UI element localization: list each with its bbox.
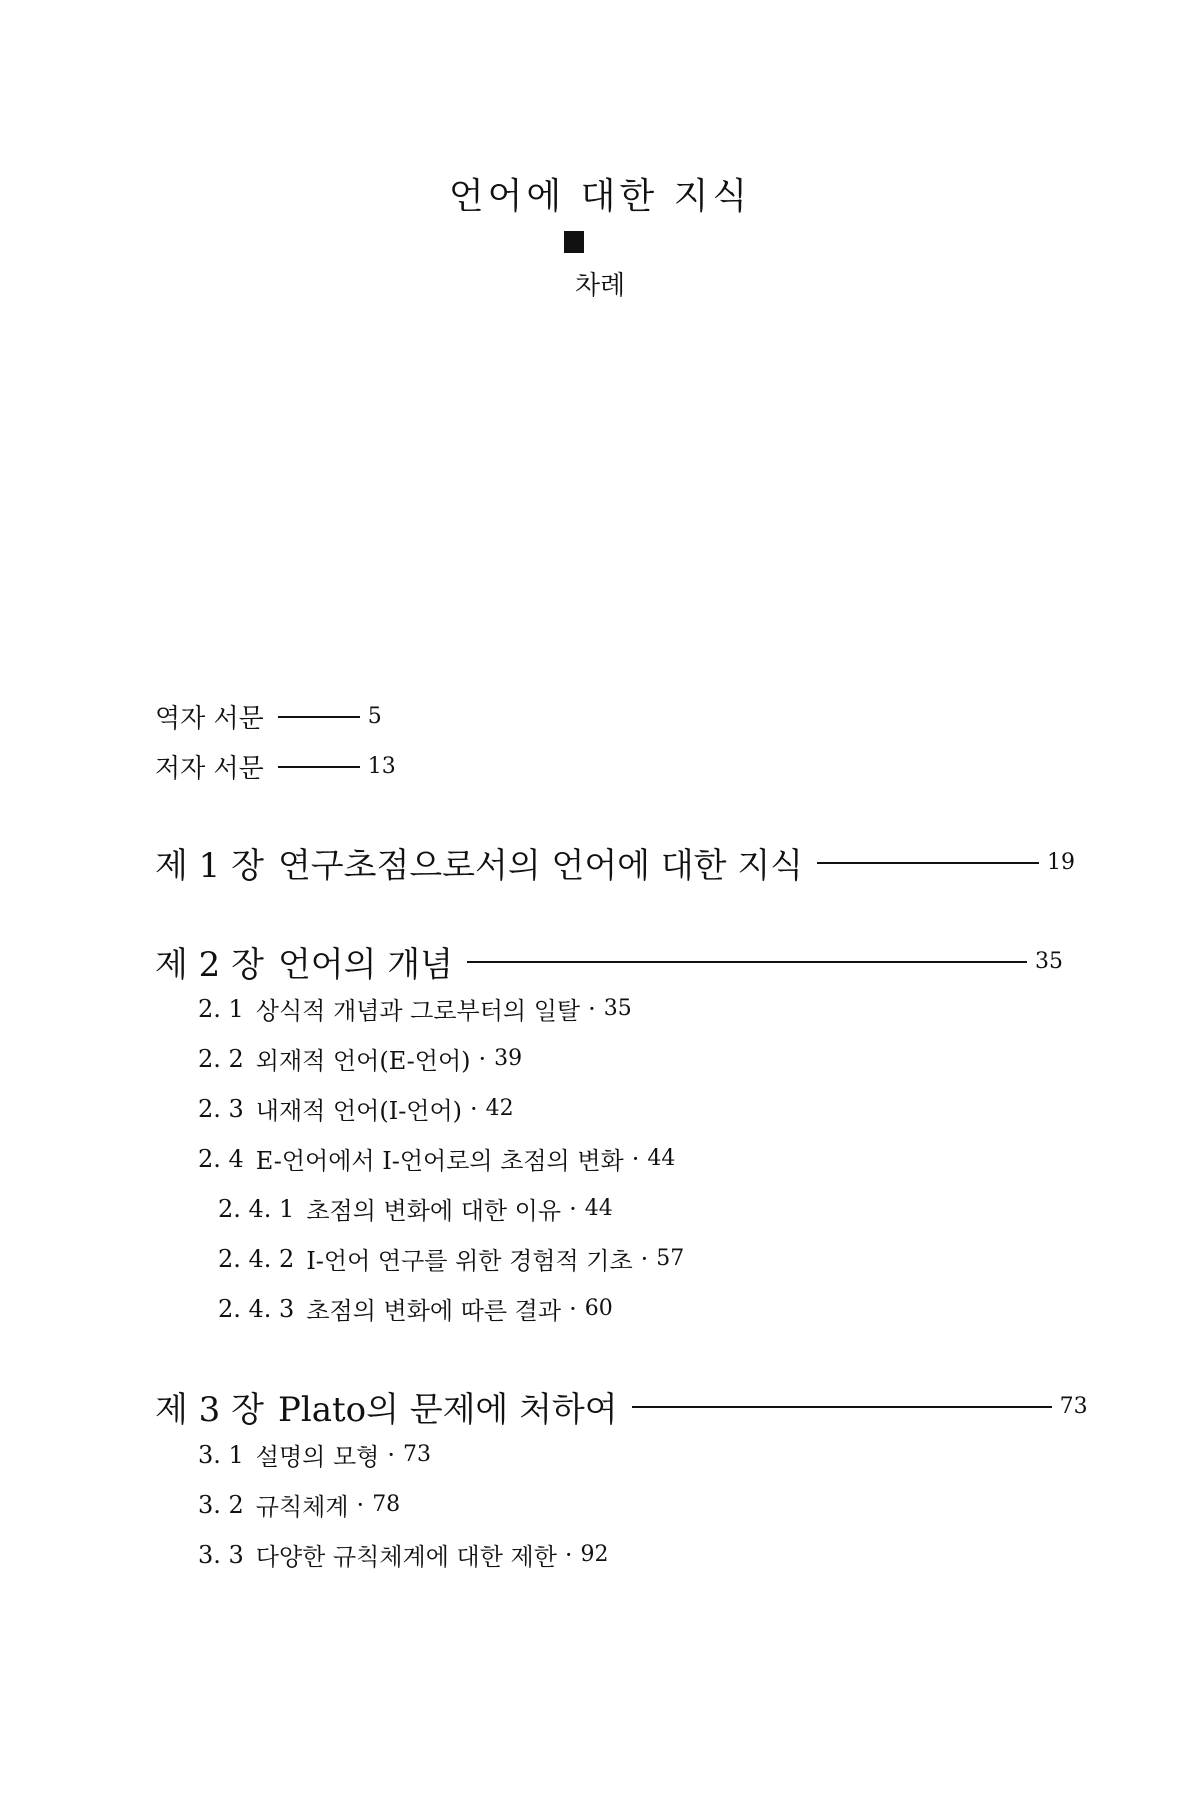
toc-chapter-1[interactable] xyxy=(155,838,1075,887)
chapter-title: Plato의 문제에 처하여 xyxy=(277,1390,618,1430)
separator-dot: · xyxy=(564,1540,573,1569)
chapter-page: 35 xyxy=(1034,949,1063,974)
section-number: 2. 4 xyxy=(198,1144,244,1173)
section-page: 92 xyxy=(580,1542,609,1567)
section-number: 2. 3 xyxy=(198,1094,244,1123)
section-number: 2. 2 xyxy=(198,1044,244,1073)
toc-section-3-3[interactable] xyxy=(198,1537,609,1572)
section-number: 2. 4. 1 xyxy=(218,1194,295,1223)
section-number: 2. 1 xyxy=(198,994,244,1023)
toc-section-2-3[interactable] xyxy=(198,1091,514,1126)
section-title: 초점의 변화에 따른 결과 xyxy=(306,1297,562,1325)
section-title: I-언어 연구를 위한 경험적 기초 xyxy=(306,1247,633,1275)
section-title: E-언어에서 I-언어로의 초점의 변화 xyxy=(255,1147,624,1175)
contents-heading: 차례 xyxy=(574,271,626,301)
leader-line xyxy=(817,862,1039,864)
chapter-title: 언어의 개념 xyxy=(277,945,453,985)
toc-entry-title: 역자 서문 xyxy=(155,704,264,734)
section-number: 2. 4. 2 xyxy=(218,1244,295,1273)
toc-section-2-1[interactable] xyxy=(198,991,632,1026)
chapter-label: 제 2 장 xyxy=(155,945,264,985)
section-title: 설명의 모형 xyxy=(255,1443,380,1471)
chapter-page: 19 xyxy=(1047,850,1076,875)
book-title: 언어에 대한 지식 xyxy=(448,176,752,217)
separator-dot: · xyxy=(569,1294,577,1323)
separator-dot: · xyxy=(640,1244,649,1273)
section-title: 다양한 규칙체계에 대한 제한 xyxy=(255,1543,557,1571)
leader-line xyxy=(632,1406,1052,1408)
section-number: 3. 2 xyxy=(198,1490,244,1519)
section-page: 35 xyxy=(603,996,632,1021)
toc-entry-page: 13 xyxy=(367,754,396,779)
toc-chapter-3[interactable] xyxy=(155,1382,1088,1431)
section-title: 상식적 개념과 그로부터의 일탈 xyxy=(255,997,581,1025)
separator-dot: · xyxy=(356,1490,365,1519)
toc-section-2-4-3[interactable] xyxy=(218,1291,613,1326)
chapter-label: 제 1 장 xyxy=(155,846,264,886)
section-title: 규칙체계 xyxy=(255,1493,349,1521)
separator-dot: · xyxy=(478,1044,487,1073)
toc-section-3-1[interactable] xyxy=(198,1437,431,1472)
separator-dot: · xyxy=(588,994,596,1023)
separator-dot: · xyxy=(387,1440,395,1469)
section-page: 44 xyxy=(584,1196,613,1221)
section-page: 42 xyxy=(485,1096,514,1121)
section-page: 60 xyxy=(584,1296,613,1321)
section-number: 3. 3 xyxy=(198,1540,244,1569)
section-title: 외재적 언어(E-언어) xyxy=(255,1047,471,1075)
chapter-title: 연구초점으로서의 언어에 대한 지식 xyxy=(277,846,804,886)
toc-chapter-2[interactable] xyxy=(155,937,1063,986)
chapter-label: 제 3 장 xyxy=(155,1390,264,1430)
leader-line xyxy=(278,766,360,768)
section-title: 내재적 언어(I-언어) xyxy=(255,1097,463,1125)
section-page: 78 xyxy=(372,1492,401,1517)
toc-section-2-2[interactable] xyxy=(198,1041,522,1076)
section-number: 3. 1 xyxy=(198,1440,244,1469)
toc-entry-author-preface[interactable] xyxy=(155,748,396,785)
section-page: 39 xyxy=(494,1046,523,1071)
toc-section-2-4[interactable] xyxy=(198,1141,675,1176)
section-page: 44 xyxy=(647,1146,676,1171)
section-page: 73 xyxy=(403,1442,431,1467)
toc-section-2-4-1[interactable] xyxy=(218,1191,613,1226)
leader-line xyxy=(467,961,1027,963)
separator-dot: · xyxy=(470,1094,478,1123)
section-page: 57 xyxy=(656,1246,685,1271)
leader-line xyxy=(278,716,360,718)
chapter-page: 73 xyxy=(1059,1394,1088,1419)
toc-entry-translator-preface[interactable] xyxy=(155,698,382,735)
toc-entry-title: 저자 서문 xyxy=(155,754,264,784)
square-ornament-icon xyxy=(564,231,584,253)
section-number: 2. 4. 3 xyxy=(218,1294,295,1323)
separator-dot: · xyxy=(569,1194,577,1223)
toc-entry-page: 5 xyxy=(367,704,382,729)
toc-section-3-2[interactable] xyxy=(198,1487,400,1522)
separator-dot: · xyxy=(631,1144,640,1173)
section-title: 초점의 변화에 대한 이유 xyxy=(306,1197,562,1225)
toc-section-2-4-2[interactable] xyxy=(218,1241,684,1276)
